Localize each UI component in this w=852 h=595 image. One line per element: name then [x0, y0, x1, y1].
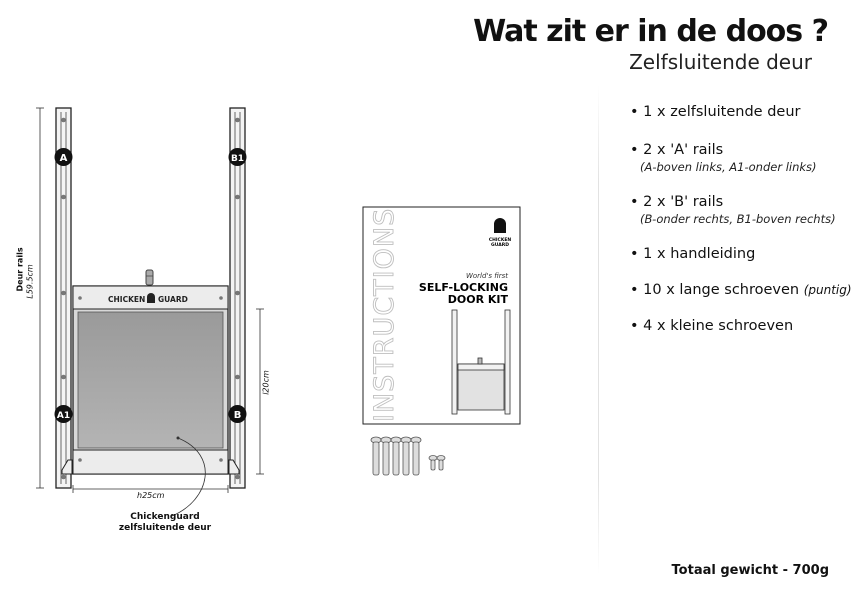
long-screw — [391, 437, 401, 475]
manual-tagline: World's first — [465, 272, 508, 280]
door-caption-1: Chickenguard — [130, 512, 200, 522]
rails-length-label: L59.5cm — [25, 264, 35, 299]
door-caption-2: zelfsluitende deur — [118, 523, 212, 533]
manual-title-1: SELF-LOCKING — [418, 281, 508, 294]
screws — [371, 437, 445, 475]
list-item: • 1 x zelfsluitende deur — [630, 104, 801, 120]
height-label: l20cm — [261, 370, 271, 395]
manual-logo-text-1: CHICKEN — [488, 238, 512, 243]
manual-vertical-text: INSTRUCTIONS — [369, 207, 400, 422]
width-label: h25cm — [137, 491, 165, 500]
manual-title-2: DOOR KIT — [447, 293, 508, 306]
small-screw — [429, 456, 437, 471]
marker-a-label: A — [59, 153, 68, 164]
list-item: • 2 x 'A' rails (A-boven links, A1-onder links) — [630, 142, 817, 174]
brand-text-left: CHICKEN — [108, 295, 146, 304]
marker-b-label: B — [233, 410, 242, 421]
manual-logo-icon — [494, 218, 506, 233]
list-item: • 4 x kleine schroeven — [630, 318, 794, 334]
door-knob — [146, 270, 153, 285]
instruction-manual — [363, 207, 520, 424]
long-screw — [381, 437, 391, 475]
long-screw — [401, 437, 411, 475]
total-weight: Totaal gewicht - 700g — [671, 563, 829, 578]
page-title: Wat zit er in de doos ? — [473, 14, 828, 49]
small-screw — [437, 456, 445, 471]
chickenguard-logo-icon — [147, 293, 155, 303]
list-item: • 1 x handleiding — [630, 246, 756, 262]
list-item: • 2 x 'B' rails (B-onder rechts, B1-boven rechts) — [630, 194, 836, 226]
marker-a1-label: A1 — [56, 411, 71, 421]
marker-b1-label: B1 — [230, 154, 245, 164]
manual-logo-text-2: GUARD — [491, 243, 509, 248]
long-screw — [411, 437, 421, 475]
rails-label: Deur rails — [15, 247, 25, 292]
list-item: • 10 x lange schroeven (puntig) — [630, 282, 852, 298]
long-screw — [371, 437, 381, 475]
page-subtitle: Zelfsluitende deur — [629, 50, 812, 74]
brand-text-right: GUARD — [158, 295, 188, 304]
door-panel — [73, 286, 228, 474]
